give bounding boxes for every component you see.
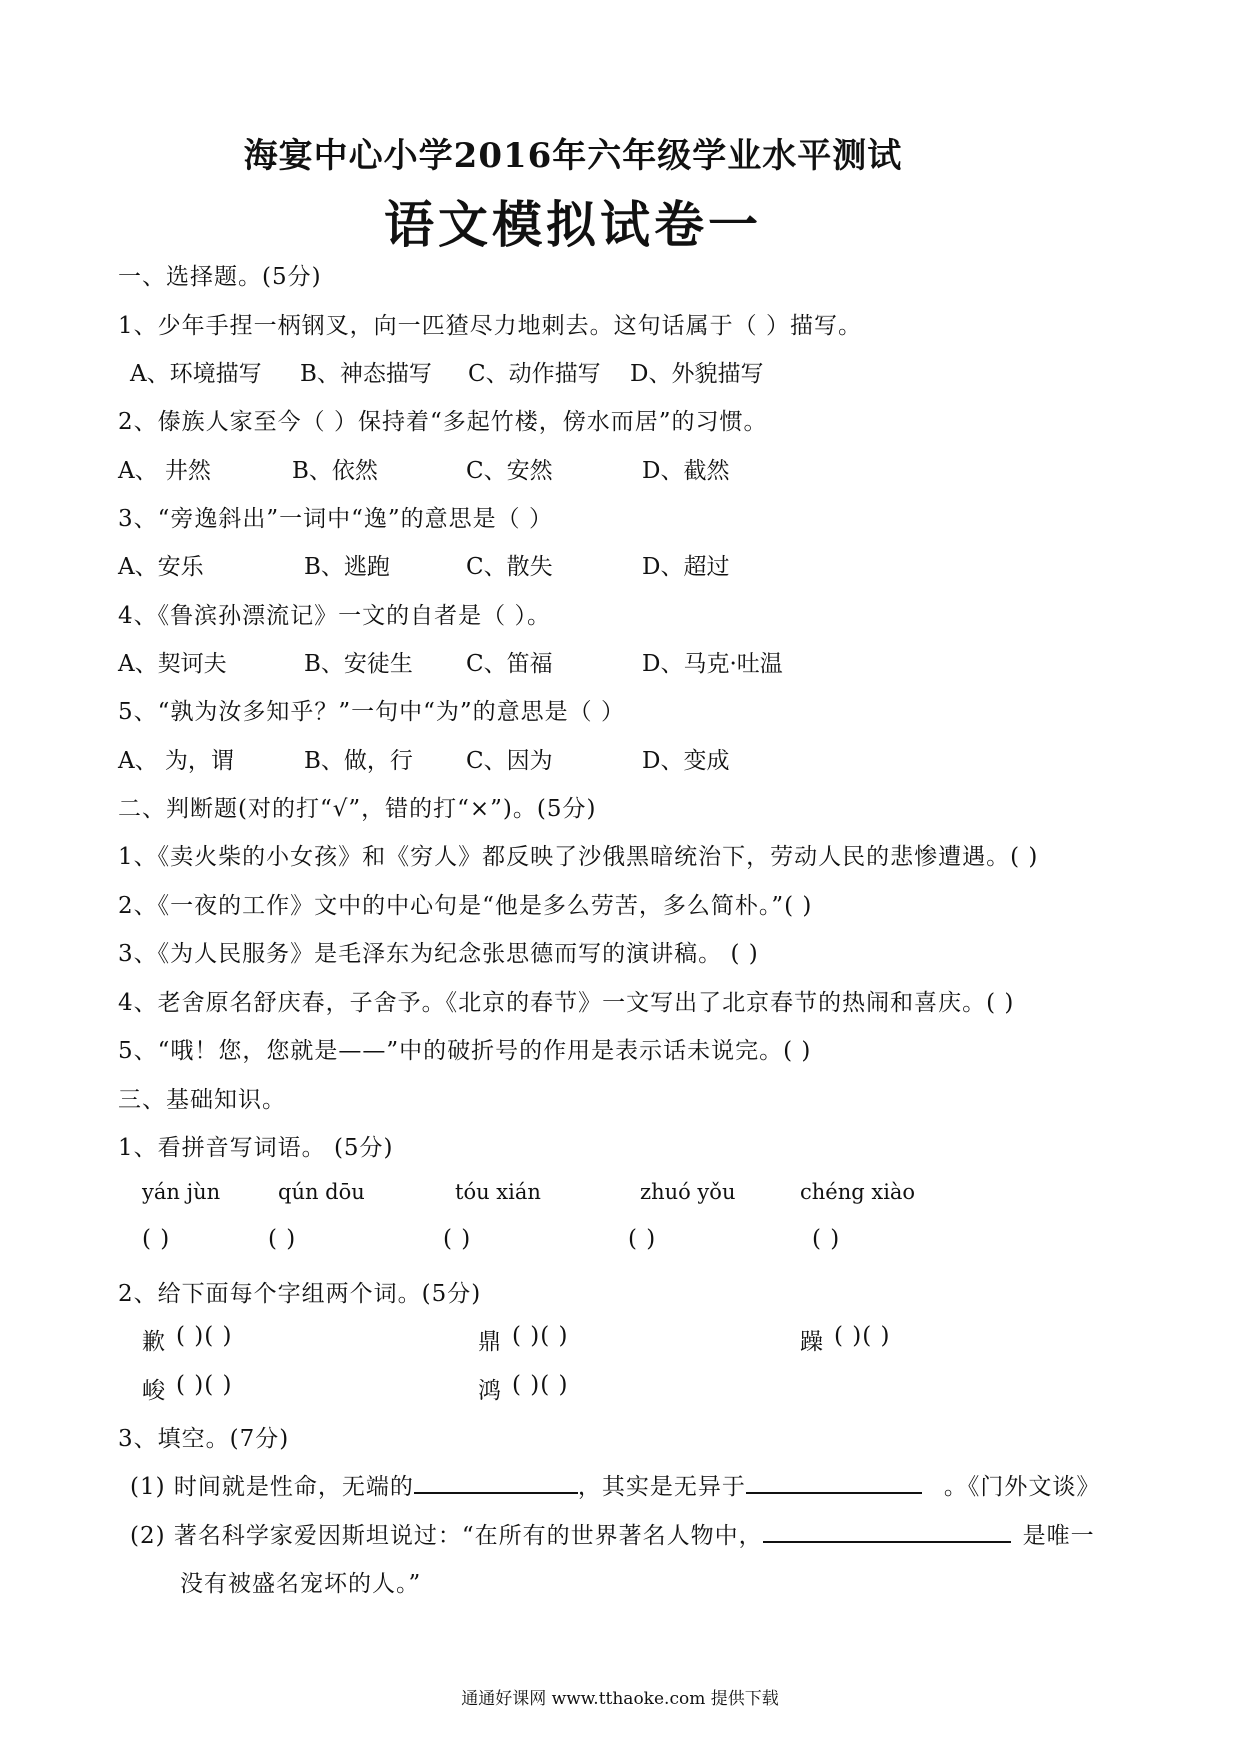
judge-item-5: 5、“哦！您，您就是——”中的破折号的作用是表示话未说完。( ) [118,1038,812,1064]
option-b: B、神态描写 [300,361,432,387]
fill-item-1-text-b: ，其实是无异于 [577,1474,746,1500]
word-group-question: 2、给下面每个字组两个词。(5分) [118,1281,482,1307]
answer-box-3[interactable]: ( ) [443,1226,472,1252]
blank-3[interactable] [763,1517,1011,1543]
fill-item-2-cont: 没有被盛名宠坏的人。” [180,1571,422,1597]
exam-title: 海宴中心小学2016年六年级学业水平测试 [243,136,903,176]
word-answer-pair[interactable]: ( )( ) [834,1323,891,1349]
char-hong: 鸿 [478,1378,502,1404]
fill-item-2-text-a: (2) 著名科学家爱因斯坦说过：“在所有的世界著名人物中， [130,1523,763,1549]
char-qian: 歉 [142,1329,166,1355]
word-answer-pair[interactable]: ( )( ) [176,1372,233,1398]
option-d: D、变成 [642,748,730,774]
option-d: D、外貌描写 [630,361,764,387]
judge-item-1: 1、《卖火柴的小女孩》和《穷人》都反映了沙俄黑暗统治下，劳动人民的悲惨遭遇。( ) [118,844,1039,870]
word-answer-pair[interactable]: ( )( ) [176,1323,233,1349]
word-answer-pair[interactable]: ( )( ) [512,1372,569,1398]
pinyin-1: yán jùn [142,1180,221,1204]
option-c: C、动作描写 [468,361,601,387]
fill-item-2-text-b: 是唯一 [1022,1523,1095,1549]
option-c: C、笛福 [466,651,553,677]
char-jun: 峻 [142,1378,166,1404]
option-b: B、依然 [292,458,378,484]
page-footer: 通通好课网 www.tthaoke.com 提供下载 [461,1689,779,1709]
pinyin-5: chéng xiào [800,1180,916,1204]
fill-item-1 [130,1468,1100,1501]
answer-box-1[interactable]: ( ) [142,1226,171,1252]
fill-item-1-text-a: (1) 时间就是性命，无端的 [130,1474,414,1500]
answer-box-4[interactable]: ( ) [628,1226,657,1252]
option-b: B、安徒生 [304,651,413,677]
pinyin-3: tóu xián [455,1180,541,1204]
fill-item-1-source: 。《门外文谈》 [943,1474,1101,1500]
option-c: C、因为 [466,748,553,774]
answer-box-2[interactable]: ( ) [268,1226,297,1252]
option-b: B、逃跑 [304,554,390,580]
option-d: D、截然 [642,458,730,484]
judge-item-3: 3、《为人民服务》是毛泽东为纪念张思德而写的演讲稿。 ( ) [118,941,759,967]
section1-heading: 一、选择题。(5分) [118,264,322,290]
q3-options [0,548,1240,578]
option-a: A、环境描写 [130,361,262,387]
q1-text: 1、少年手捏一柄钢叉，向一匹猹尽力地刺去。这句话属于（ ）描写。 [118,313,862,339]
option-a: A、安乐 [118,554,204,580]
q1-options [0,355,1240,385]
q3-text: 3、“旁逸斜出”一词中“逸”的意思是（ ） [118,506,553,532]
pinyin-4: zhuó yǒu [640,1180,736,1204]
q5-text: 5、“孰为汝多知乎？”一句中“为”的意思是（ ） [118,699,625,725]
option-c: C、散失 [466,554,553,580]
section3-heading: 三、基础知识。 [118,1087,286,1113]
q2-options [0,452,1240,482]
pinyin-question: 1、看拼音写词语。 (5分) [118,1135,394,1161]
blank-2[interactable] [746,1468,922,1494]
char-ding: 鼎 [478,1329,502,1355]
option-d: D、马克·吐温 [642,651,783,677]
q4-text: 4、《鲁滨孙漂流记》一文的自者是（ ）。 [118,603,551,629]
fill-item-2 [130,1517,1095,1550]
word-answer-pair[interactable]: ( )( ) [512,1323,569,1349]
blank-1[interactable] [414,1468,578,1494]
option-b: B、做，行 [304,748,413,774]
exam-subtitle: 语文模拟试卷一 [384,195,762,254]
judge-item-4: 4、老舍原名舒庆春，子舍予。《北京的春节》一文写出了北京春节的热闹和喜庆。( ) [118,990,1015,1016]
q4-options [0,645,1240,675]
judge-item-2: 2、《一夜的工作》文中的中心句是“他是多么劳苦，多么简朴。”( ) [118,893,813,919]
option-a: A、契诃夫 [118,651,227,677]
answer-box-5[interactable]: ( ) [812,1226,841,1252]
q2-text: 2、傣族人家至今（ ）保持着“多起竹楼，傍水而居”的习惯。 [118,409,768,435]
q5-options [0,742,1240,772]
pinyin-2: qún dōu [278,1180,365,1204]
char-zao: 躁 [800,1329,824,1355]
option-c: C、安然 [466,458,553,484]
option-a: A、 井然 [118,458,211,484]
option-d: D、超过 [642,554,730,580]
option-a: A、 为，谓 [118,748,234,774]
section2-heading: 二、判断题(对的打“√”，错的打“×”)。(5分) [118,796,597,822]
fill-blank-question: 3、填空。(7分) [118,1426,290,1452]
